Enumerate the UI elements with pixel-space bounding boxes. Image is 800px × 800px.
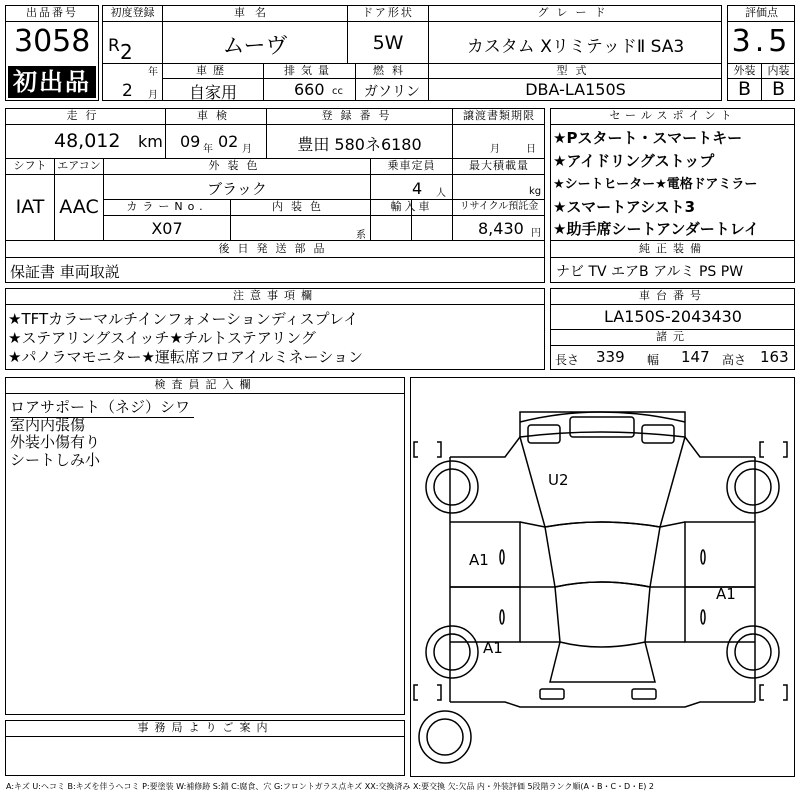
month-unit: 月: [148, 90, 158, 101]
first-listing-badge: 初出品: [8, 66, 96, 98]
shift: IAT: [15, 196, 45, 218]
legend: A:キズ U:ヘコミ B:キズを伴うヘコミ P:要塗装 W:補修跡 S:錆 C:腐食、穴 G:フロントガラス点キズ XX:交換済み X:要交換 欠:欠品 内・外装評価 5段階ランク順(A・B・C・D・E) 2: [6, 782, 655, 791]
lot-label: 出品番号: [26, 6, 78, 19]
ext-color-label: 外装色: [208, 159, 266, 172]
reg-no: 豊田 580ネ6180: [297, 135, 422, 154]
car-damage-diagram: [410, 377, 795, 777]
damage-mark: U2: [548, 471, 569, 489]
displacement-label: 排気量: [284, 64, 335, 77]
reg-month: 2: [122, 81, 133, 101]
color-no: X07: [151, 219, 183, 238]
car-name: ムーヴ: [222, 34, 288, 59]
transfer-month-unit: 月: [490, 144, 500, 155]
int-color-label: 内装色: [272, 200, 329, 213]
model-label: 型式: [556, 64, 595, 77]
inspector-label: 検査員記入欄: [154, 378, 257, 391]
delivery-label: 後日発送部品: [218, 242, 333, 255]
fuel-label: 燃料: [373, 64, 411, 77]
displacement-unit: cc: [332, 86, 343, 97]
capacity-unit: 人: [436, 188, 446, 199]
ac: AAC: [59, 196, 99, 218]
transfer-label: 譲渡書類期限: [463, 109, 535, 122]
lot-number: 3058: [14, 24, 91, 59]
equipment: ナビ TV エアB アルミ PS PW: [556, 264, 744, 280]
delivery: 保証書 車両取説: [10, 263, 120, 281]
mileage-unit: km: [138, 132, 163, 151]
notes-label: 注意事項欄: [233, 289, 318, 302]
sales-points-label: セールスポイント: [609, 109, 737, 122]
model: DBA-LA150S: [525, 80, 626, 99]
specs-label: 諸元: [656, 330, 690, 343]
load-unit: kg: [529, 186, 542, 197]
damage-mark: A1: [716, 585, 736, 603]
note-item: ★TFTカラーマルチインフォメーションディスプレイ: [8, 310, 359, 328]
inspector-line: 外装小傷有り: [10, 433, 101, 451]
first-reg-label: 初度登録: [110, 6, 155, 19]
transfer-day-unit: 日: [526, 144, 536, 155]
note-item: ★パノラマモニター★運転席フロアイルミネーション: [8, 348, 363, 366]
exterior-grade-label: 外装: [733, 64, 756, 77]
width: 147: [681, 348, 710, 366]
capacity: 4: [412, 179, 423, 198]
year-unit: 年: [148, 67, 158, 78]
era-year: 2: [120, 40, 133, 64]
sales-point: ★スマートアシスト3: [553, 198, 696, 216]
car-name-label: 車名: [234, 6, 276, 19]
chassis-number: LA150S-2043430: [604, 307, 742, 326]
ext-color: ブラック: [207, 180, 267, 198]
inspector-line: シートしみ小: [10, 451, 101, 469]
note-item: ★ステアリングスイッチ★チルトステアリング: [8, 329, 316, 347]
width-label: 幅: [647, 353, 660, 367]
displacement: 660: [294, 80, 325, 99]
equipment-label: 純正装備: [639, 242, 707, 255]
inspector-line: ロアサポート（ネジ）シワ: [10, 396, 194, 418]
exterior-grade: B: [737, 78, 752, 100]
sales-point: ★Pスタート・スマートキー: [553, 129, 743, 147]
inspector-line: 室内内張傷: [10, 416, 86, 434]
int-color-unit: 系: [356, 230, 366, 241]
fuel: ガソリン: [364, 84, 420, 100]
inspection-label: 車検: [197, 109, 235, 122]
height: 163: [760, 348, 789, 366]
damage-mark: A1: [483, 639, 503, 657]
sales-point: ★シートヒーター★電格ドアミラー: [553, 177, 758, 192]
mileage: 48,012: [54, 130, 121, 152]
score-label: 評価点: [745, 6, 778, 19]
chassis-label: 車台番号: [639, 289, 707, 302]
score: 3.5: [731, 24, 792, 59]
sales-point: ★助手席シートアンダートレイ: [553, 220, 760, 238]
recycle-label: リサイクル預託金: [459, 201, 539, 212]
inspection-month: 02: [218, 132, 239, 151]
color-no-label: カラーNo.: [126, 200, 208, 213]
height-label: 高さ: [722, 353, 747, 367]
damage-mark: A1: [469, 551, 489, 569]
recycle: 8,430: [478, 219, 524, 238]
door-type: 5W: [372, 32, 404, 54]
import-label: 輸入車: [390, 200, 433, 213]
office-label: 事務局よりご案内: [137, 721, 274, 734]
length: 339: [596, 348, 625, 366]
shift-label: シフト: [13, 159, 47, 172]
capacity-label: 乗車定員: [387, 159, 436, 172]
interior-grade: B: [771, 78, 786, 100]
inspection-year-unit: 年: [203, 144, 213, 155]
ac-label: エアコン: [57, 159, 101, 172]
reg-no-label: 登録番号: [321, 109, 398, 122]
era: R: [108, 36, 120, 56]
inspection-month-unit: 月: [242, 144, 252, 155]
interior-grade-label: 内装: [767, 64, 790, 77]
grade-label: グレード: [537, 6, 614, 19]
inspection-year: 09: [180, 132, 201, 151]
grade: カスタム XリミテッドⅡ SA3: [466, 37, 685, 57]
recycle-unit: 円: [531, 228, 541, 239]
door-label: ドア形状: [362, 6, 414, 19]
mileage-label: 走行: [66, 109, 105, 122]
length-label: 長さ: [555, 353, 580, 367]
history: 自家用: [188, 83, 237, 102]
history-label: 車歴: [196, 64, 230, 77]
load-label: 最大積載量: [469, 159, 529, 172]
sales-point: ★アイドリングストップ: [553, 152, 715, 170]
